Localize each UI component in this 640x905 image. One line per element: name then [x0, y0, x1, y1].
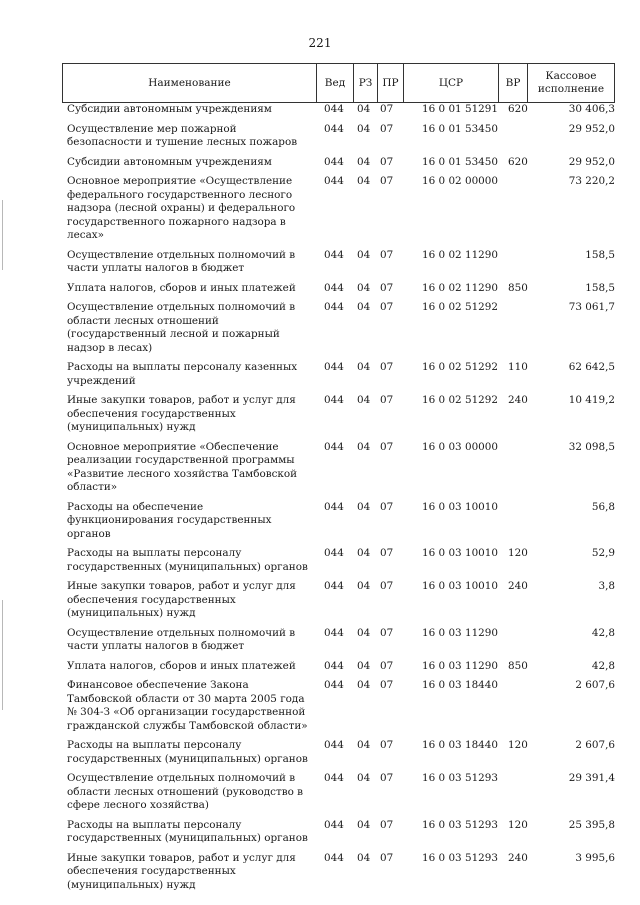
row-pr: 07	[380, 626, 394, 639]
row-amount: 32 098,5	[568, 440, 615, 453]
row-rz: 04	[357, 122, 371, 135]
row-csr: 16 0 03 51293	[422, 818, 499, 831]
row-csr: 16 0 02 51292	[422, 301, 499, 313]
row-vr: 120	[508, 818, 528, 831]
row-amount: 158,5	[585, 248, 615, 261]
row-ved: 044	[324, 500, 344, 513]
header-csr	[403, 64, 498, 102]
row-amount: 42,8	[591, 626, 615, 639]
row-rz: 04	[357, 440, 371, 453]
row-rz: 04	[357, 580, 371, 592]
row-amount: 56,8	[591, 500, 615, 513]
row-ved: 044	[324, 394, 344, 406]
row-ved: 044	[324, 281, 344, 294]
header-vr-label: ВР	[505, 76, 521, 89]
row-amount: 29 952,0	[568, 122, 615, 135]
row-rz: 04	[357, 772, 371, 784]
row-csr: 16 0 02 51292	[422, 394, 499, 406]
row-ved: 044	[324, 175, 344, 187]
row-rz: 04	[357, 155, 371, 168]
row-name: Основное мероприятие «Осуществление федерального государственного лесного надзора (лесной охраны) и федерального государственного пожарного надзора в лесах»	[67, 175, 296, 241]
row-name: Уплата налогов, сборов и иных платежей	[67, 659, 296, 672]
row-pr: 07	[380, 739, 394, 751]
header-rz	[353, 64, 377, 102]
table-header	[62, 63, 615, 103]
row-pr: 07	[380, 281, 394, 294]
table-row	[62, 394, 615, 435]
row-name: Расходы на выплаты персоналу казенных учреждений	[67, 361, 298, 387]
row-amount: 30 406,3	[568, 103, 615, 115]
row-ved: 044	[324, 818, 344, 831]
row-amount: 62 642,5	[568, 361, 615, 373]
row-rz: 04	[357, 500, 371, 513]
table-row	[62, 627, 615, 654]
header-ved-label: Вед	[324, 76, 346, 89]
row-pr: 07	[380, 580, 394, 592]
row-csr: 16 0 02 51292	[422, 361, 499, 373]
table-row	[62, 175, 615, 243]
row-csr: 16 0 03 10010	[422, 500, 499, 513]
row-name: Финансовое обеспечение Закона Тамбовской области от 30 марта 2005 года № 304-З «Об организации государственной гражданской службы Тамбовской области»	[67, 679, 308, 732]
row-rz: 04	[357, 394, 371, 406]
row-pr: 07	[380, 301, 394, 313]
row-pr: 07	[380, 175, 394, 187]
row-rz: 04	[357, 818, 371, 831]
header-rz-label: РЗ	[358, 76, 373, 89]
row-name: Осуществление отдельных полномочий в части уплаты налогов в бюджет	[67, 626, 296, 652]
row-csr: 16 0 01 51291	[422, 103, 499, 115]
row-amount: 2 607,6	[575, 739, 615, 751]
scan-edge-mark	[2, 600, 3, 710]
row-pr: 07	[380, 851, 394, 864]
row-rz: 04	[357, 103, 371, 115]
table-row	[62, 282, 615, 296]
row-ved: 044	[324, 103, 344, 115]
row-csr: 16 0 03 18440	[422, 679, 499, 691]
table-row	[62, 819, 615, 846]
row-ved: 044	[324, 851, 344, 864]
row-rz: 04	[357, 659, 371, 672]
row-amount: 10 419,2	[568, 394, 615, 406]
row-amount: 3 995,6	[575, 851, 615, 864]
row-csr: 16 0 03 18440	[422, 739, 499, 751]
row-rz: 04	[357, 248, 371, 261]
row-pr: 07	[380, 659, 394, 672]
table-row	[62, 547, 615, 574]
table-row	[62, 301, 615, 355]
row-pr: 07	[380, 440, 394, 453]
row-csr: 16 0 02 11290	[422, 248, 499, 261]
row-ved: 044	[324, 679, 344, 691]
row-rz: 04	[357, 175, 371, 187]
row-amount: 29 952,0	[568, 155, 615, 168]
row-ved: 044	[324, 440, 344, 453]
row-csr: 16 0 03 51293	[422, 851, 499, 864]
row-ved: 044	[324, 739, 344, 751]
row-rz: 04	[357, 281, 371, 294]
header-amount-line2: исполнение	[537, 83, 605, 95]
table-row	[62, 103, 615, 117]
row-amount: 42,8	[591, 659, 615, 672]
header-pr-label: ПР	[382, 76, 399, 89]
row-ved: 044	[324, 626, 344, 639]
row-csr: 16 0 03 00000	[422, 440, 499, 453]
table-row	[62, 249, 615, 276]
row-rz: 04	[357, 679, 371, 691]
row-amount: 29 391,4	[568, 772, 615, 784]
table-row	[62, 660, 615, 674]
row-name: Расходы на обеспечение функционирования государственных органов	[67, 500, 272, 540]
header-name-label: Наименование	[148, 76, 231, 89]
row-amount: 73 220,2	[568, 175, 615, 187]
row-rz: 04	[357, 739, 371, 751]
row-vr: 240	[508, 851, 528, 864]
row-vr: 240	[508, 580, 528, 592]
row-pr: 07	[380, 103, 394, 115]
row-name: Осуществление мер пожарной безопасности и тушение лесных пожаров	[67, 122, 298, 148]
row-csr: 16 0 02 11290	[422, 281, 499, 294]
header-name	[62, 64, 316, 102]
table-row	[62, 361, 615, 388]
header-pr	[377, 64, 403, 102]
header-ved	[316, 64, 353, 102]
row-ved: 044	[324, 155, 344, 168]
row-csr: 16 0 03 11290	[422, 659, 499, 672]
header-amount	[527, 64, 615, 102]
scan-edge-mark	[2, 200, 3, 270]
row-ved: 044	[324, 580, 344, 592]
row-name: Иные закупки товаров, работ и услуг для обеспечения государственных (муниципальных) нужд	[67, 580, 296, 619]
row-csr: 16 0 02 00000	[422, 175, 499, 187]
row-rz: 04	[357, 626, 371, 639]
row-vr: 850	[508, 659, 528, 672]
table-body	[62, 103, 615, 892]
row-ved: 044	[324, 659, 344, 672]
table-row	[62, 739, 615, 766]
row-rz: 04	[357, 361, 371, 373]
row-pr: 07	[380, 361, 394, 373]
row-csr: 16 0 01 53450	[422, 155, 499, 168]
table-row	[62, 156, 615, 170]
header-vr	[498, 64, 527, 102]
row-name: Расходы на выплаты персоналу государственных (муниципальных) органов	[67, 547, 308, 573]
row-pr: 07	[380, 500, 394, 513]
row-amount: 52,9	[591, 547, 615, 559]
row-vr: 120	[508, 547, 528, 559]
table-row	[62, 772, 615, 813]
table-row	[62, 852, 615, 893]
row-name: Уплата налогов, сборов и иных платежей	[67, 281, 296, 294]
row-csr: 16 0 03 10010	[422, 580, 499, 592]
row-pr: 07	[380, 679, 394, 691]
row-name: Иные закупки товаров, работ и услуг для обеспечения государственных (муниципальных) нужд	[67, 394, 296, 433]
row-rz: 04	[357, 301, 371, 313]
row-vr: 850	[508, 281, 528, 294]
row-csr: 16 0 03 10010	[422, 547, 499, 559]
table-row	[62, 441, 615, 495]
table-row	[62, 679, 615, 733]
header-amount-line1: Кассовое	[545, 70, 597, 82]
row-vr: 240	[508, 394, 528, 406]
row-rz: 04	[357, 851, 371, 864]
page-number: 221	[308, 36, 332, 50]
row-name: Осуществление отдельных полномочий в области лесных отношений (государственный лесной и пожарный надзор в лесах)	[67, 301, 296, 354]
row-amount: 25 395,8	[568, 818, 615, 831]
row-amount: 158,5	[585, 281, 615, 294]
row-ved: 044	[324, 361, 344, 373]
row-ved: 044	[324, 772, 344, 784]
table-row	[62, 501, 615, 542]
row-pr: 07	[380, 547, 394, 559]
row-amount: 2 607,6	[575, 679, 615, 691]
row-vr: 110	[508, 361, 528, 373]
row-vr: 620	[508, 103, 528, 115]
row-pr: 07	[380, 122, 394, 135]
row-amount: 3,8	[598, 580, 615, 592]
header-csr-label: ЦСР	[438, 76, 464, 89]
row-ved: 044	[324, 547, 344, 559]
row-name: Основное мероприятие «Обеспечение реализации государственной программы «Развитие лесного хозяйства Тамбовской области»	[67, 440, 298, 493]
row-name: Расходы на выплаты персоналу государственных (муниципальных) органов	[67, 739, 308, 765]
row-csr: 16 0 01 53450	[422, 122, 499, 135]
row-ved: 044	[324, 301, 344, 313]
row-name: Субсидии автономным учреждениям	[67, 103, 272, 115]
row-csr: 16 0 03 11290	[422, 626, 499, 639]
row-ved: 044	[324, 122, 344, 135]
row-pr: 07	[380, 155, 394, 168]
row-ved: 044	[324, 248, 344, 261]
row-pr: 07	[380, 248, 394, 261]
row-pr: 07	[380, 394, 394, 406]
row-pr: 07	[380, 818, 394, 831]
row-name: Субсидии автономным учреждениям	[67, 155, 272, 168]
row-csr: 16 0 03 51293	[422, 772, 499, 784]
table-row	[62, 123, 615, 150]
row-name: Иные закупки товаров, работ и услуг для обеспечения государственных (муниципальных) нужд	[67, 851, 296, 891]
table-row	[62, 580, 615, 621]
row-name: Расходы на выплаты персоналу государственных (муниципальных) органов	[67, 818, 308, 844]
row-amount: 73 061,7	[568, 301, 615, 313]
row-rz: 04	[357, 547, 371, 559]
row-name: Осуществление отдельных полномочий в части уплаты налогов в бюджет	[67, 248, 296, 274]
row-pr: 07	[380, 772, 394, 784]
row-vr: 120	[508, 739, 528, 751]
row-name: Осуществление отдельных полномочий в области лесных отношений (руководство в сфере лесного хозяйства)	[67, 772, 304, 811]
row-vr: 620	[508, 155, 528, 168]
